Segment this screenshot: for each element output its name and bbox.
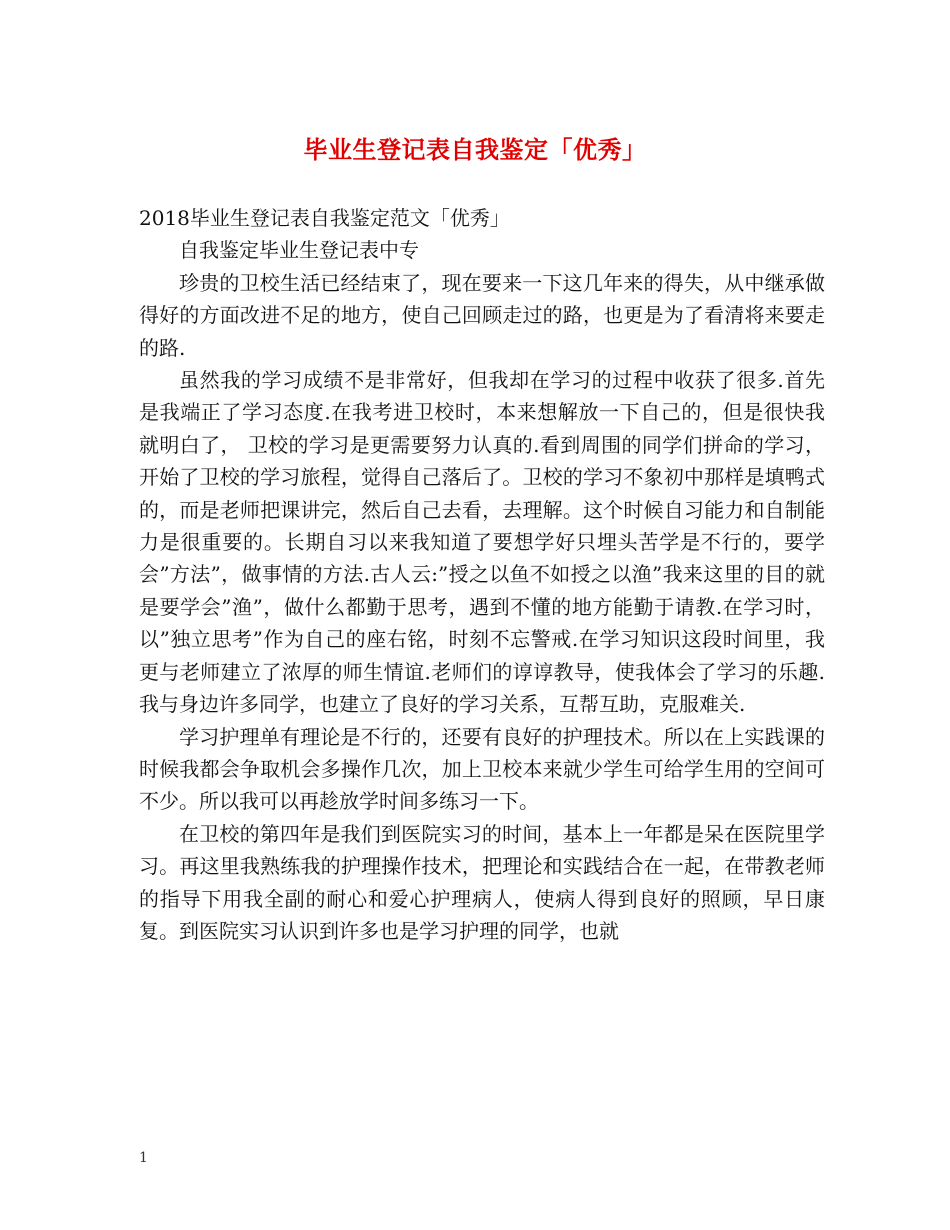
paragraph-1: 珍贵的卫校生活已经结束了，现在要来一下这几年来的得失，从中继承做得好的方面改进不足的地方，使自己回顾走过的路，也更是为了看清将来要走的路. bbox=[139, 270, 825, 360]
document-subtitle: 2018毕业生登记表自我鉴定范文「优秀」 bbox=[139, 206, 510, 230]
paragraph-2: 虽然我的学习成绩不是非常好，但我却在学习的过程中收获了很多.首先是我端正了学习态度.在我考进卫校时，本来想解放一下自己的，但是很快我就明白了， 卫校的学习是更需要努力认真的.看到周围的同学们拼命的学习，开始了卫校的学习旅程，觉得自己落后了。卫校的学习不象初中那样是填鸭式的，而是老师把课讲完，然后自己去看，去理解。这个时候自习能力和自制能力是很重要的。长期自习以来我知道了要想学好只埋头苦学是不行的，要学会”方法”，做事情的方法.古人云:”授之以鱼不如授之以渔”我来这里的目的就是要学会”渔”，做什么都勤于思考，遇到不懂的地方能勤于请教.在学习时，以”独立思考”作为自己的座右铭，时刻不忘警戒.在学习知识这段时间里，我更与老师建立了浓厚的师生情谊.老师们的谆谆教导，使我体会了学习的乐趣.我与身边许多同学，也建立了良好的学习关系，互帮互助，克服难关. bbox=[139, 368, 825, 717]
paragraph-3: 学习护理单有理论是不行的，还要有良好的护理技术。所以在上实践课的时候我都会争取机会多操作几次，加上卫校本来就少学生可给学生用的空间可不少。所以我可以再趁放学时间多练习一下。 bbox=[139, 724, 825, 814]
page-number: 1 bbox=[139, 1150, 148, 1166]
paragraph-4: 在卫校的第四年是我们到医院实习的时间，基本上一年都是呆在医院里学习。再这里我熟练我的护理操作技术，把理论和实践结合在一起，在带教老师的指导下用我全副的耐心和爱心护理病人，使病人得到良好的照顾，早日康复。到医院实习认识到许多也是学习护理的同学，也就 bbox=[139, 821, 825, 943]
document-title: 毕业生登记表自我鉴定「优秀」 bbox=[303, 135, 647, 164]
document-heading: 自我鉴定毕业生登记表中专 bbox=[179, 238, 419, 263]
document-body bbox=[139, 202, 825, 947]
